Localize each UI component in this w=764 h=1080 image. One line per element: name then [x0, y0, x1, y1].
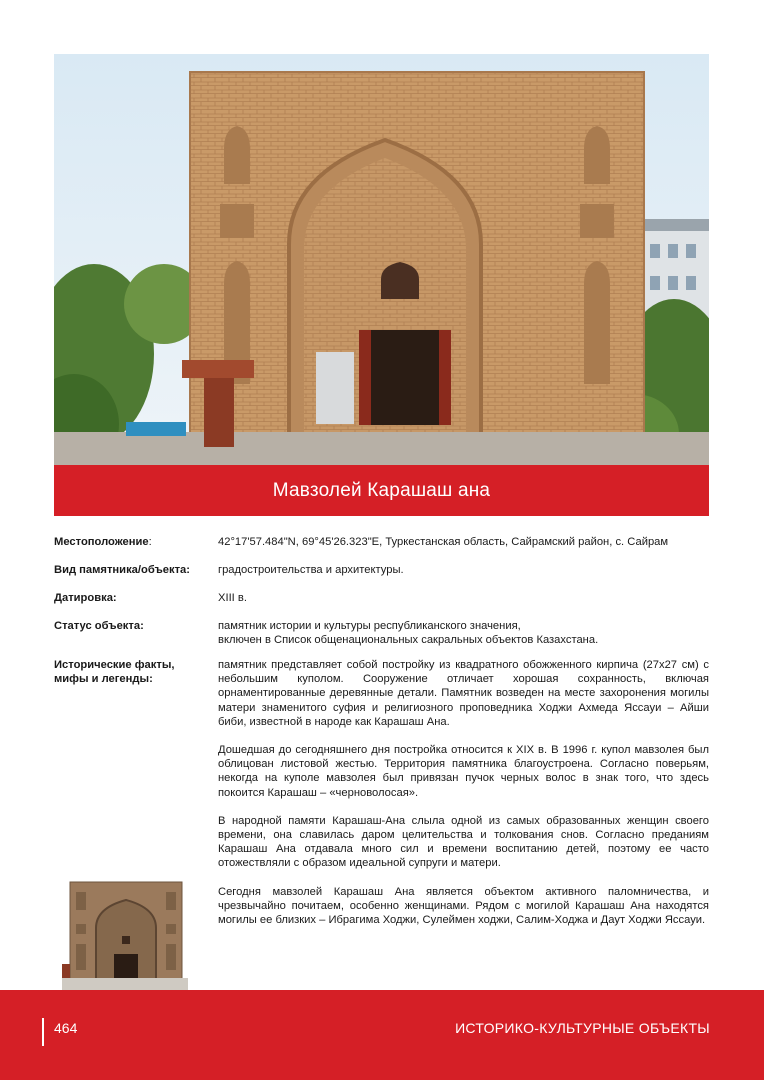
mausoleum-photo	[54, 54, 709, 465]
history-paragraph-1: памятник представляет собой постройку из квадратного обожженного кирпича (27х27 см) с небольшим куполом. Сооружение отличает хорошая сохранность, включая орнаментированные деревянные детали. Памятник возведен на месте захоронения могилы матери знаменитого суфия и религиозного проповедника Ходжи Ахмеда Яссауи – Айши биби, известной в народе как Карашаш Ана.	[218, 659, 709, 728]
history-paragraph-3: В народной памяти Карашаш-Ана слыла одной из самых образованных женщин своего времени, она славилась даром целительства и толкования снов. Согласно преданиям Карашаш Ана отдавала много сил и времени воспитанию детей, поэтому ее часто отожествляли с образом идеальной супруги и матери.	[218, 814, 709, 870]
section-title: ИСТОРИКО-КУЛЬТУРНЫЕ ОБЪЕКТЫ	[455, 1020, 710, 1036]
footer-band	[0, 990, 764, 1080]
info-label-location: Местоположение	[54, 536, 149, 548]
history-paragraph-4: Сегодня мавзолей Карашаш Ана является объектом активного паломничества, и чрезвычайно почитаем, особенно женщинами. Рядом с могилой Карашаш Ана находятся могилы ее близких – Ибрагима Ходжи, Сулеймен ходжи, Салим-Ходжа и Даут Ходжи Яссауи.	[218, 885, 709, 927]
info-value-status-line2: включен в Список общенациональных сакральных объектов Казахстана.	[218, 634, 599, 647]
history-paragraph-2: Дошедшая до сегодняшнего дня постройка относится к XIX в. В 1996 г. купол мавзолея был облицован листовой жестью. Территория памятника благоустроена. Согласно поверьям, некогда на куполе мавзолея был привязан пучок черных волос в знак того, что здесь покоится Карашаш – «черноволосая».	[218, 744, 709, 799]
info-value-location: 42°17'57.484"N, 69°45'26.323"E, Туркестанская область, Сайрамский район, с. Сайрам	[218, 536, 669, 548]
info-value-type: градостроительства и архитектуры.	[218, 564, 404, 576]
info-value-status-line1: памятник истории и культуры республиканского значения,	[218, 620, 521, 632]
history-text	[218, 658, 709, 941]
history-label-line1: Исторические факты,	[54, 659, 175, 671]
title-band	[54, 465, 709, 516]
info-label-status: Статус объекта:	[54, 620, 144, 632]
history-label-line2: мифы и легенды:	[54, 673, 153, 686]
info-label-type: Вид памятника/объекта:	[54, 564, 190, 576]
mausoleum-thumbnail	[62, 878, 188, 990]
info-label-colon: :	[148, 536, 152, 548]
page-title: Мавзолей Карашаш ана	[272, 479, 491, 501]
info-value-dating: XIII в.	[218, 592, 247, 604]
footer-divider	[42, 1018, 44, 1046]
page-number: 464	[54, 1020, 78, 1036]
info-label-dating: Датировка:	[54, 592, 117, 604]
